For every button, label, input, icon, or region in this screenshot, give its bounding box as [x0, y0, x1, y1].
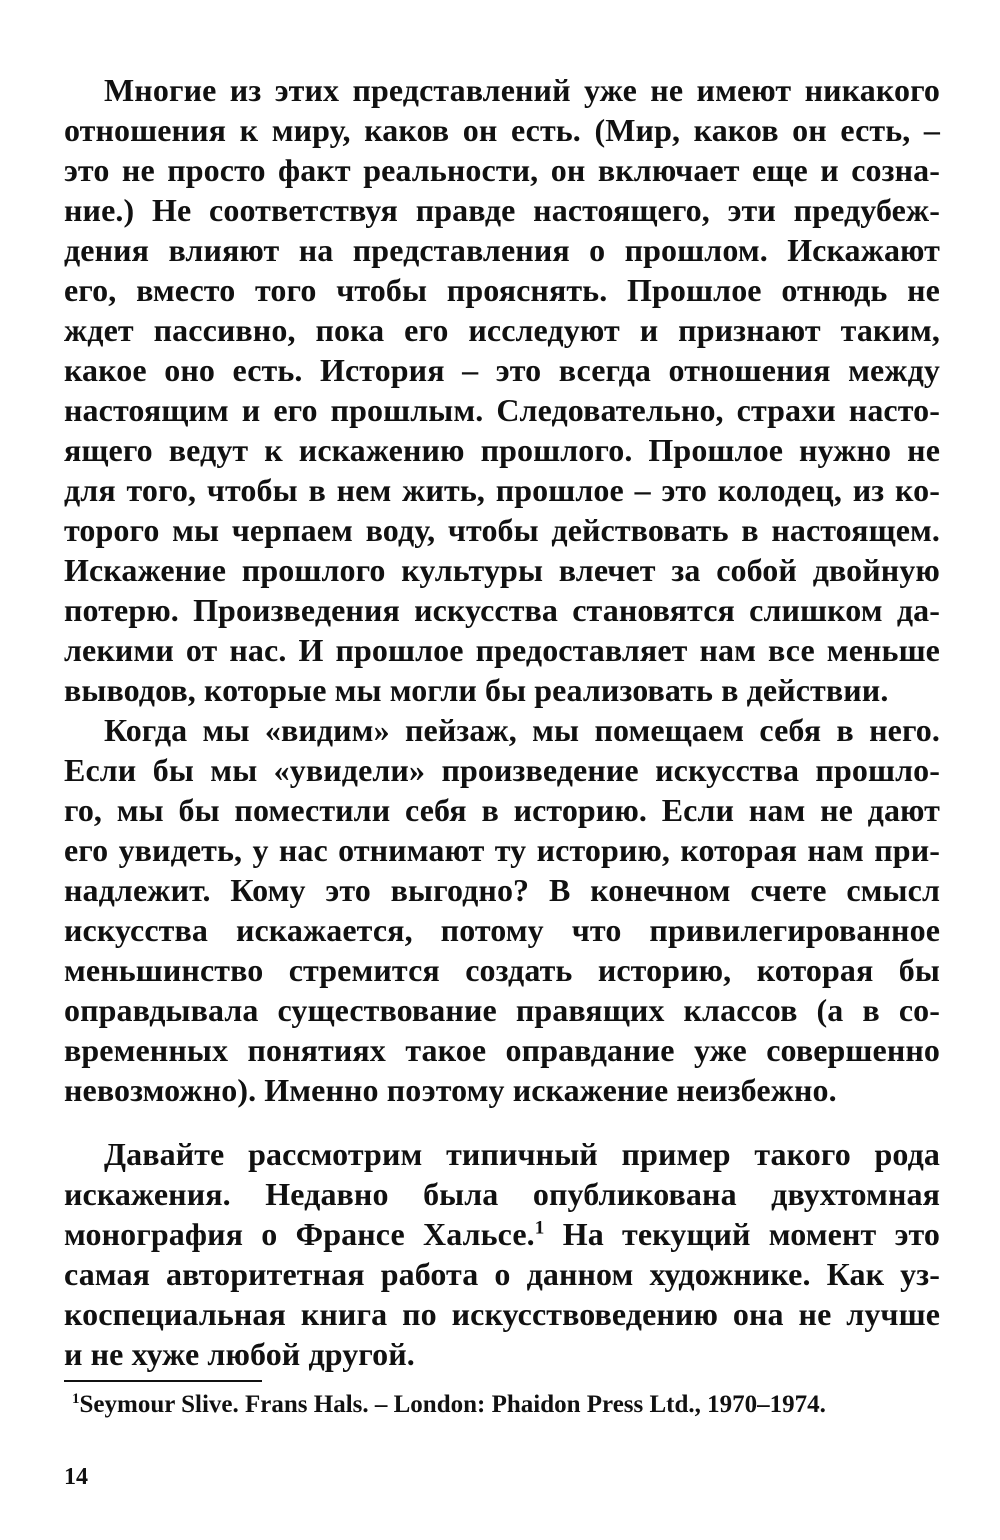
text-line: невозможно). Именно поэтому искажение неизбежно. — [64, 1072, 837, 1108]
text-line: Если бы мы «увидели» произведение искусства прошло- — [64, 752, 940, 788]
text-line: его, вместо того чтобы прояснять. Прошлое отнюдь не — [64, 272, 940, 308]
text-line: потерю. Произведения искусства становятся слишком да- — [64, 592, 940, 628]
text-line: лекими от нас. И прошлое предоставляет нам все меньше — [64, 632, 940, 668]
text-line: самая авторитетная работа о данном художнике. Как уз- — [64, 1256, 940, 1292]
footnote-reference[interactable]: 1 — [534, 1217, 545, 1239]
text-line: Когда мы «видим» пейзаж, мы помещаем себя в него. — [104, 712, 940, 748]
text-line: меньшинство стремится создать историю, которая бы — [64, 952, 940, 988]
text-line: искусства искажается, потому что привилегированное — [64, 912, 940, 948]
text-fragment: монография о Франсе Хальсе. — [64, 1216, 535, 1252]
text-line: и не хуже любой другой. — [64, 1336, 415, 1372]
text-line: торого мы черпаем воду, чтобы действовать в настоящем. — [64, 512, 940, 548]
footnote-separator — [64, 1380, 262, 1382]
text-line: коспециальная книга по искусствоведению она не лучше — [64, 1296, 940, 1332]
text-line: временных понятиях такое оправдание уже совершенно — [64, 1032, 940, 1068]
text-line: искажения. Недавно была опубликована двухтомная — [64, 1176, 940, 1212]
footnote-text: Seymour Slive. Frans Hals. – London: Phaidon Press Ltd., 1970–1974. — [79, 1391, 826, 1418]
text-line: ящего ведут к искажению прошлого. Прошлое нужно не — [64, 432, 940, 468]
text-line: выводов, которые мы могли бы реализовать в действии. — [64, 672, 889, 708]
text-line: Многие из этих представлений уже не имеют никакого — [104, 72, 940, 108]
text-line: дения влияют на представления о прошлом. Искажают — [64, 232, 940, 268]
text-line-with-footnote — [64, 1214, 940, 1254]
text-line: Искажение прошлого культуры влечет за собой двойную — [64, 552, 940, 588]
text-line: надлежит. Кому это выгодно? В конечном счете смысл — [64, 872, 940, 908]
text-line: это не просто факт реальности, он включает еще и созна- — [64, 152, 940, 188]
footnote — [72, 1390, 826, 1420]
text-line: какое оно есть. История – это всегда отношения между — [64, 352, 940, 388]
text-line: оправдывала существование правящих классов (а в со- — [64, 992, 940, 1028]
page-number: 14 — [64, 1464, 88, 1490]
text-fragment: На текущий момент это — [562, 1216, 940, 1252]
text-line: го, мы бы поместили себя в историю. Если нам не дают — [64, 792, 940, 828]
text-line: ждет пассивно, пока его исследуют и признают таким, — [64, 312, 940, 348]
text-line: его увидеть, у нас отнимают ту историю, которая нам при- — [64, 832, 940, 868]
footnote-marker: 1 — [72, 1391, 80, 1407]
text-line: ние.) Не соответствуя правде настоящего, эти предубеж- — [64, 192, 940, 228]
text-line: отношения к миру, каков он есть. (Мир, каков он есть, – — [64, 112, 940, 148]
text-line: Давайте рассмотрим типичный пример такого рода — [104, 1136, 940, 1172]
text-line: для того, чтобы в нем жить, прошлое – это колодец, из ко- — [64, 472, 940, 508]
text-line: настоящим и его прошлым. Следовательно, страхи насто- — [64, 392, 940, 428]
